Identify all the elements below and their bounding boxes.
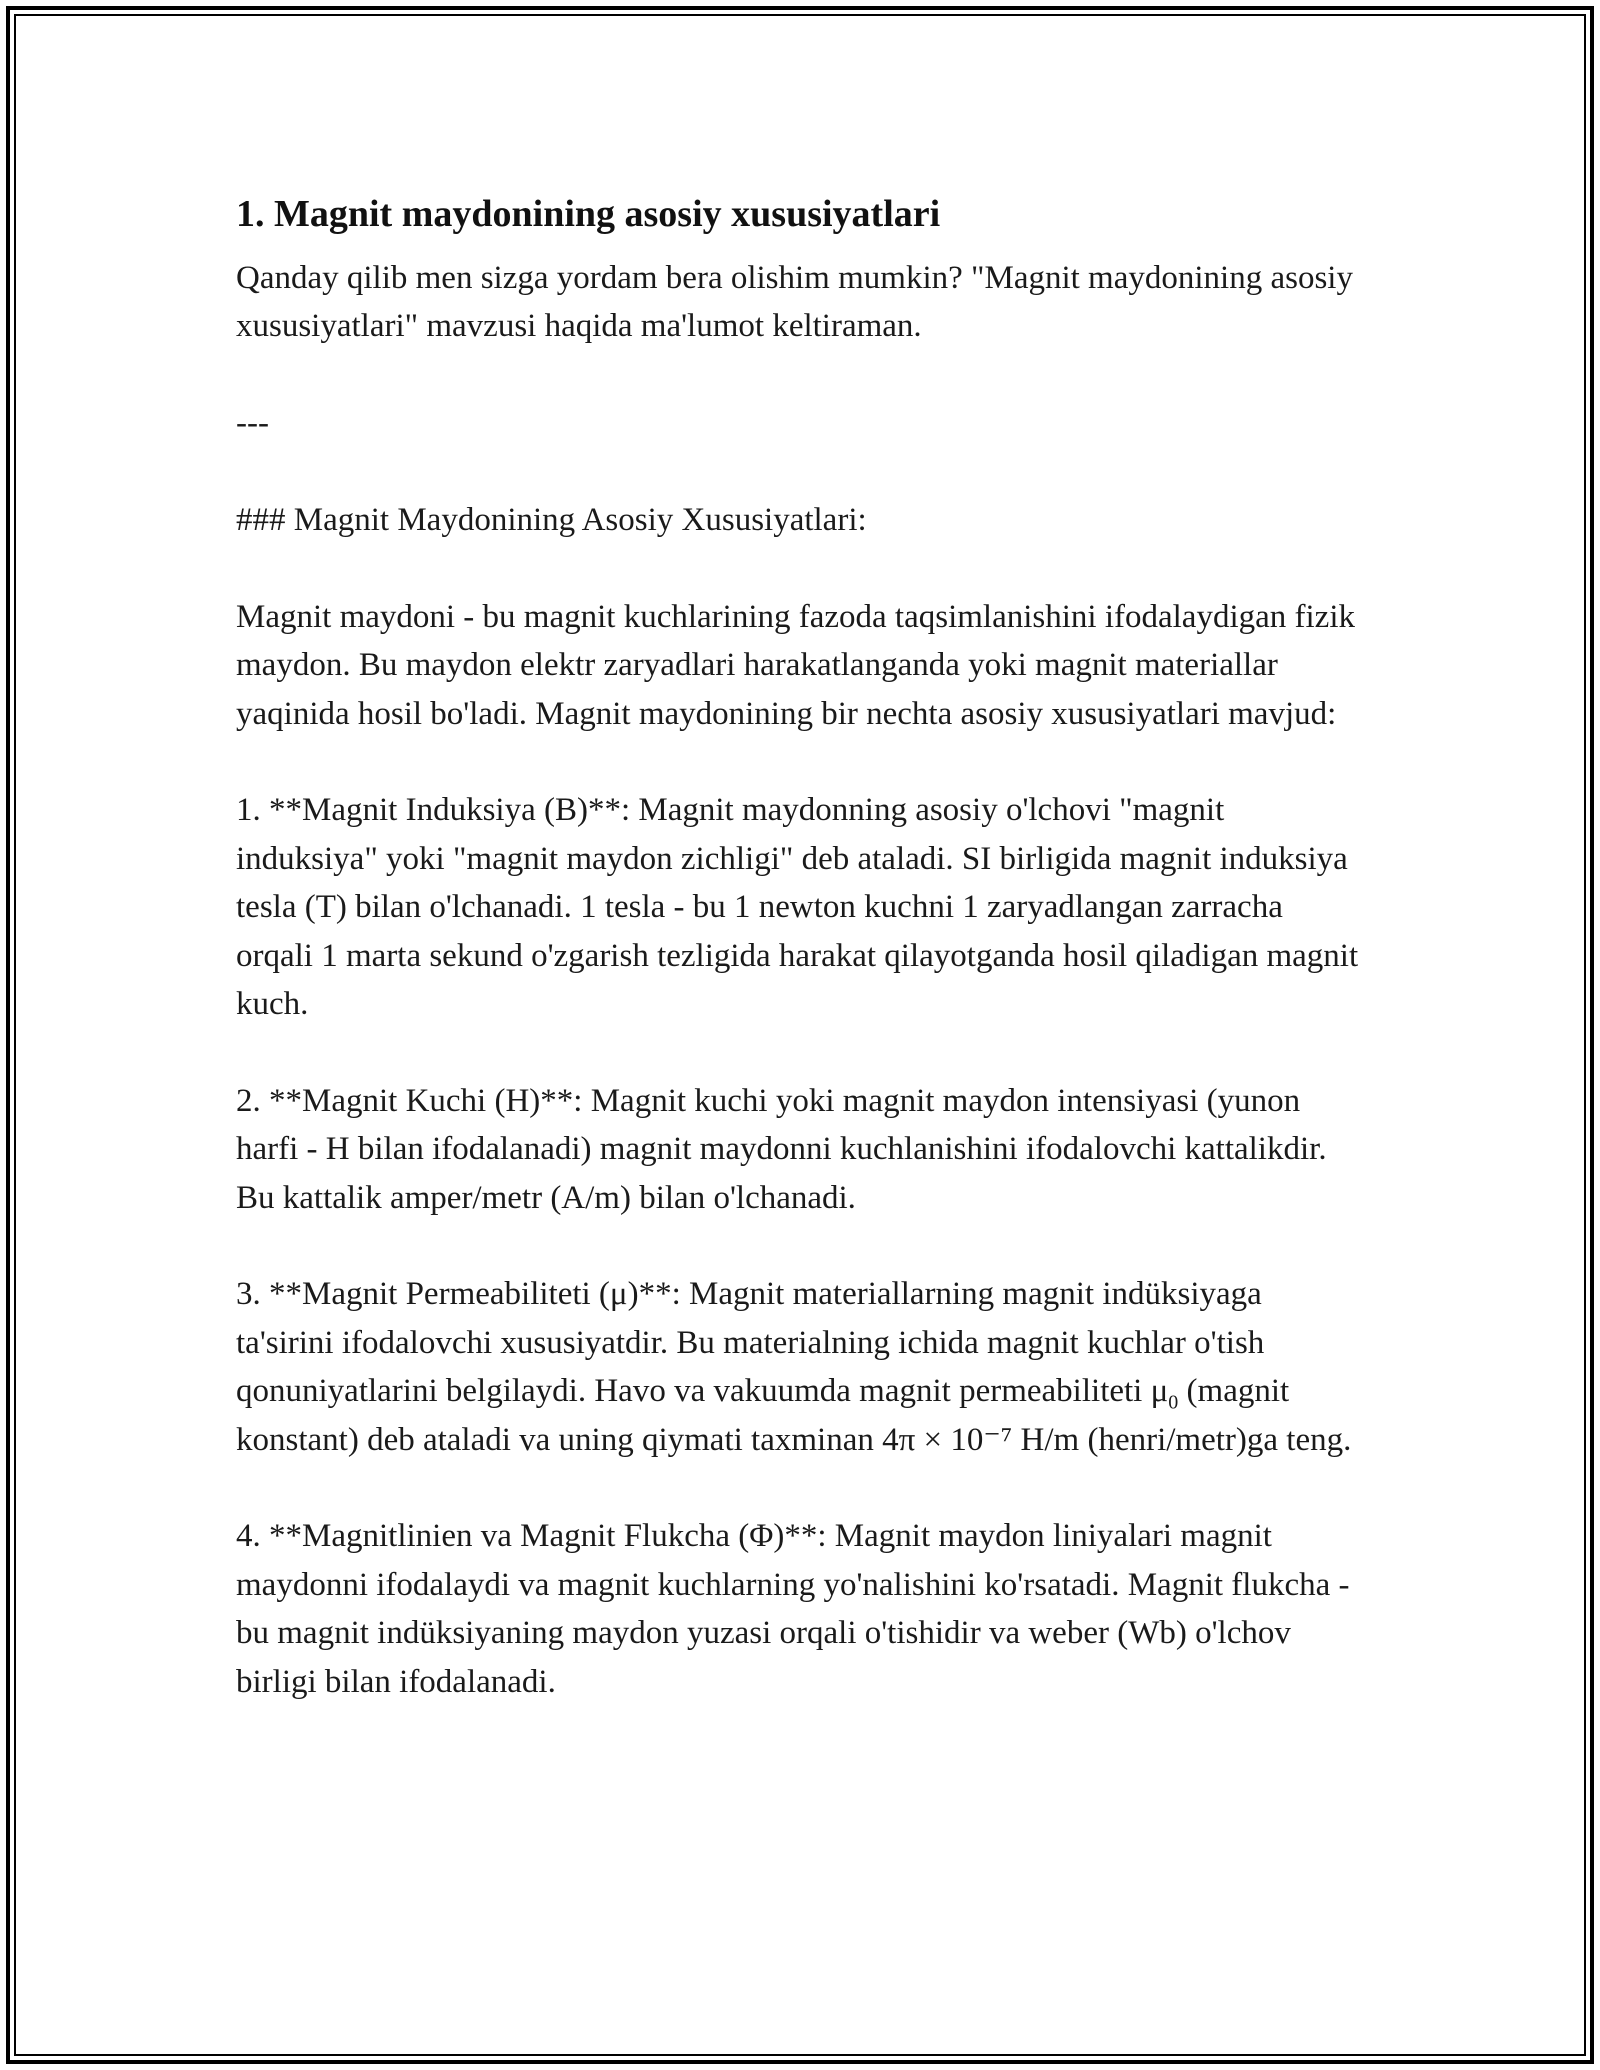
spacer [236, 738, 1366, 786]
overview-paragraph: Magnit maydoni - bu magnit kuchlarining fazoda taqsimlanishini ifodalaydigan fizik maydon. Bu maydon elektr zaryadlari harakatlanganda yoki magnit materiallar yaqinida hosil bo'ladi. Magnit maydonining bir nechta asosiy xususiyatlari mavjud: [236, 598, 1364, 732]
intro-paragraph: Qanday qilib men sizga yordam bera olishim mumkin? "Magnit maydonining asosiy xususiyatlari" mavzusi haqida ma'lumot keltiraman. [236, 260, 1362, 345]
spacer [236, 544, 1366, 592]
permeability-text-end: (magnit konstant) deb ataladi va uning qiymati taxminan 4π × 10⁻⁷ H/m (henri/metr)ga teng. [236, 1373, 1352, 1458]
spacer [236, 1222, 1366, 1270]
separator-line: --- [236, 405, 269, 442]
section-subheading: ### Magnit Maydonining Asosiy Xususiyatlari: [236, 502, 867, 538]
document-body [236, 186, 1366, 1706]
permeability-subscript: 0 [1168, 1391, 1179, 1414]
spacer [236, 351, 1366, 399]
list-item-flux: 4. **Magnitlinien va Magnit Flukcha (Φ)**: Magnit maydon liniyalari magnit maydonni ifodalaydi va magnit kuchlarning yo'nalishini ko'rsatadi. Magnit flukcha - bu magnit indüksiyaning maydon yuzasi orqali o'tishidir va weber (Wb) o'lchov birligi bilan ifodalanadi. [236, 1518, 1358, 1700]
spacer [236, 448, 1366, 496]
list-item-force: 2. **Magnit Kuchi (H)**: Magnit kuchi yoki magnit maydon intensiyasi (yunon harfi - H bilan ifodalanadi) magnit maydonni kuchlanishini ifodalovchi kattalikdir. Bu kattalik amper/metr (A/m) bilan o'lchanadi. [236, 1082, 1335, 1216]
list-item-induction: 1. **Magnit Induksiya (B)**: Magnit maydonning asosiy o'lchovi "magnit induksiya" yoki "magnit maydon zichligi" deb ataladi. SI birligida magnit induksiya tesla (T) bilan o'lchanadi. 1 tesla - bu 1 newton kuchni 1 zaryadlangan zarracha orqali 1 marta sekund o'zgarish tezligida harakat qilayotganda hosil qiladigan magnit kuch. [236, 792, 1367, 1023]
permeability-text-start: 3. **Magnit Permeabiliteti (μ)**: Magnit materiallarning magnit indüksiyaga ta'sirini ifodalovchi xususiyatdir. Bu materialning ichida magnit kuchlar o'tish qonuniyatlarini belgilaydi. Havo va vakuumda magnit permeabiliteti μ [236, 1276, 1273, 1410]
list-item-permeability [236, 1270, 1366, 1464]
document-heading: 1. Magnit maydonining asosiy xususiyatlari [236, 193, 941, 235]
spacer [236, 1028, 1366, 1076]
spacer [236, 1464, 1366, 1512]
